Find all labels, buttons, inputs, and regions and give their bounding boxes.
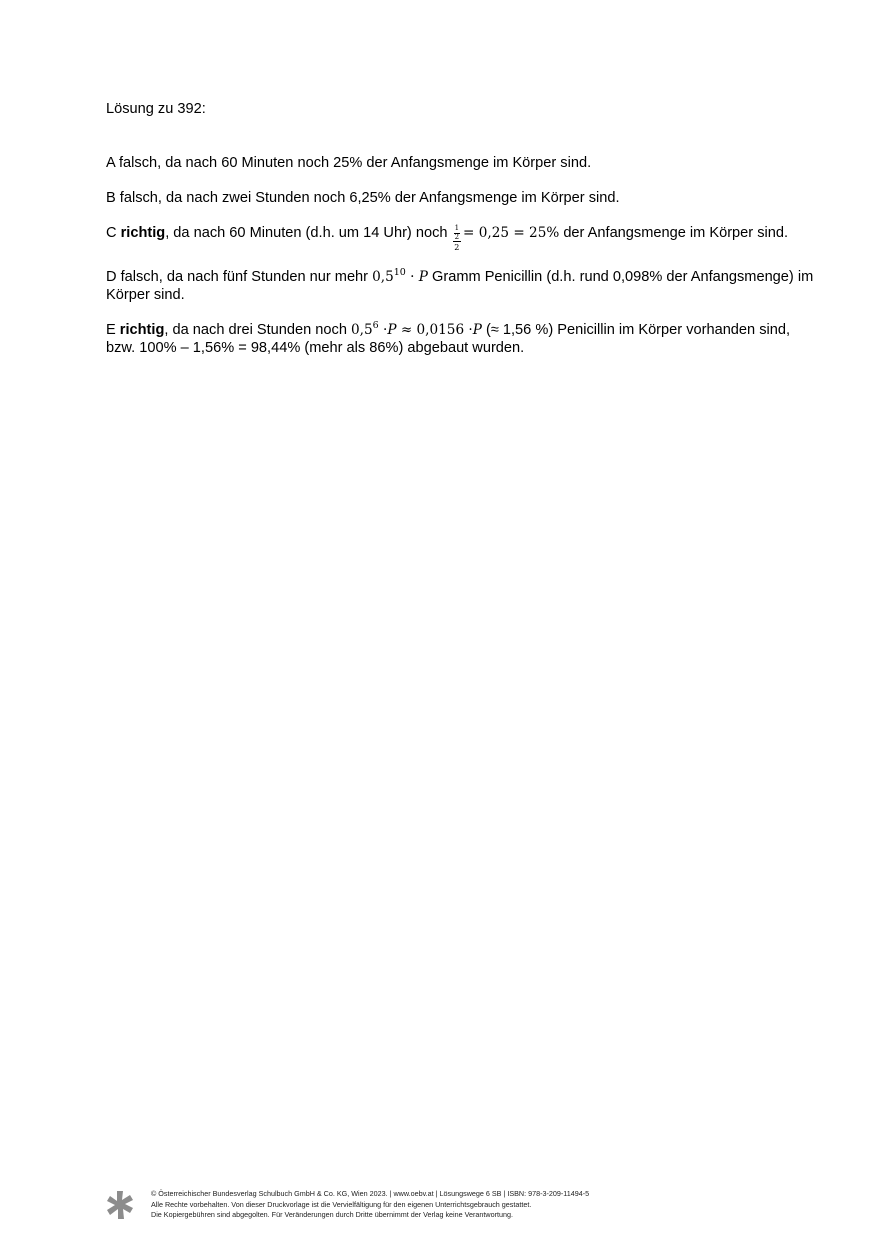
statement-e-math — [351, 322, 482, 338]
statement-d-text-after: Gramm Penicillin (d.h. rund 0,098% der Anfangsmenge) im Körper sind. — [106, 269, 814, 303]
statement-c-inner-fraction — [453, 225, 461, 241]
statement-d-math — [372, 269, 428, 285]
statement-c-outer-den: 2 — [454, 243, 460, 252]
statement-d-math-dot: · — [405, 269, 419, 285]
solution-title: Lösung zu 392: — [106, 101, 206, 117]
statement-e-math-approx: ≈ 0,0156 · — [396, 322, 473, 338]
statement-c-text-before: , da nach 60 Minuten (d.h. um 14 Uhr) noch — [165, 225, 452, 241]
footer-line-2: Alle Rechte vorbehalten. Von dieser Druckvorlage ist die Vervielfältigung für den eigenen Unterrichtsgebrauch gestattet. — [151, 1199, 532, 1209]
statement-e-math-var: P — [387, 322, 397, 338]
footer-line-1: © Österreichischer Bundesverlag Schulbuch GmbH & Co. KG, Wien 2023. | www.oebv.at | Lösungswege 6 SB | ISBN: 978-3-209-11494-5 — [151, 1189, 590, 1198]
statement-e-math-exp: 6 — [372, 320, 379, 331]
statement-c-fraction — [453, 225, 461, 252]
statement-b — [106, 189, 816, 207]
footer-copyright — [151, 1189, 589, 1221]
statement-c-inner-den: 2 — [454, 232, 460, 241]
statement-e-math-base: 0,5 — [351, 322, 373, 338]
statement-c-verdict: richtig — [120, 225, 166, 241]
statement-e-math-dot: · — [378, 322, 388, 338]
statement-e-verdict: richtig — [119, 322, 165, 338]
statement-a — [106, 154, 816, 172]
statement-c-letter: C — [106, 225, 121, 241]
statement-b-text: B falsch, da nach zwei Stunden noch 6,25% der Anfangsmenge im Körper sind. — [106, 190, 620, 206]
page-footer — [104, 1189, 784, 1225]
statement-e-text-before: , da nach drei Stunden noch — [164, 322, 352, 338]
statement-d-text-before: D falsch, da nach fünf Stunden nur mehr — [106, 269, 373, 285]
statement-e-math-var2: P — [472, 322, 482, 338]
asterisk-logo-icon — [104, 1189, 136, 1221]
statement-c-inner-num: 1 — [454, 224, 460, 232]
statement-d — [106, 268, 816, 304]
solution-content — [106, 100, 816, 374]
statement-e-letter: E — [106, 322, 120, 338]
statement-e-text-after: (≈ 1,56 %) Penicillin im Körper vorhanden sind, bzw. 100% – 1,56% = 98,44% (mehr als 86%) abgebaut wurden. — [106, 322, 791, 356]
statement-e — [106, 321, 816, 357]
statement-d-math-var: P — [418, 269, 428, 285]
statement-d-math-base: 0,5 — [372, 269, 394, 285]
statement-d-math-exp: 10 — [393, 267, 406, 278]
statement-c — [106, 224, 816, 252]
statement-c-math: = 0,25 = 25% — [463, 225, 560, 241]
footer-line-3: Die Kopiergebühren sind abgegolten. Für Veränderungen durch Dritte übernimmt der Verlag keine Verantwortung. — [151, 1210, 513, 1219]
statement-c-text-after: der Anfangsmenge im Körper sind. — [559, 225, 789, 241]
statement-a-text: A falsch, da nach 60 Minuten noch 25% der Anfangsmenge im Körper sind. — [106, 155, 592, 171]
